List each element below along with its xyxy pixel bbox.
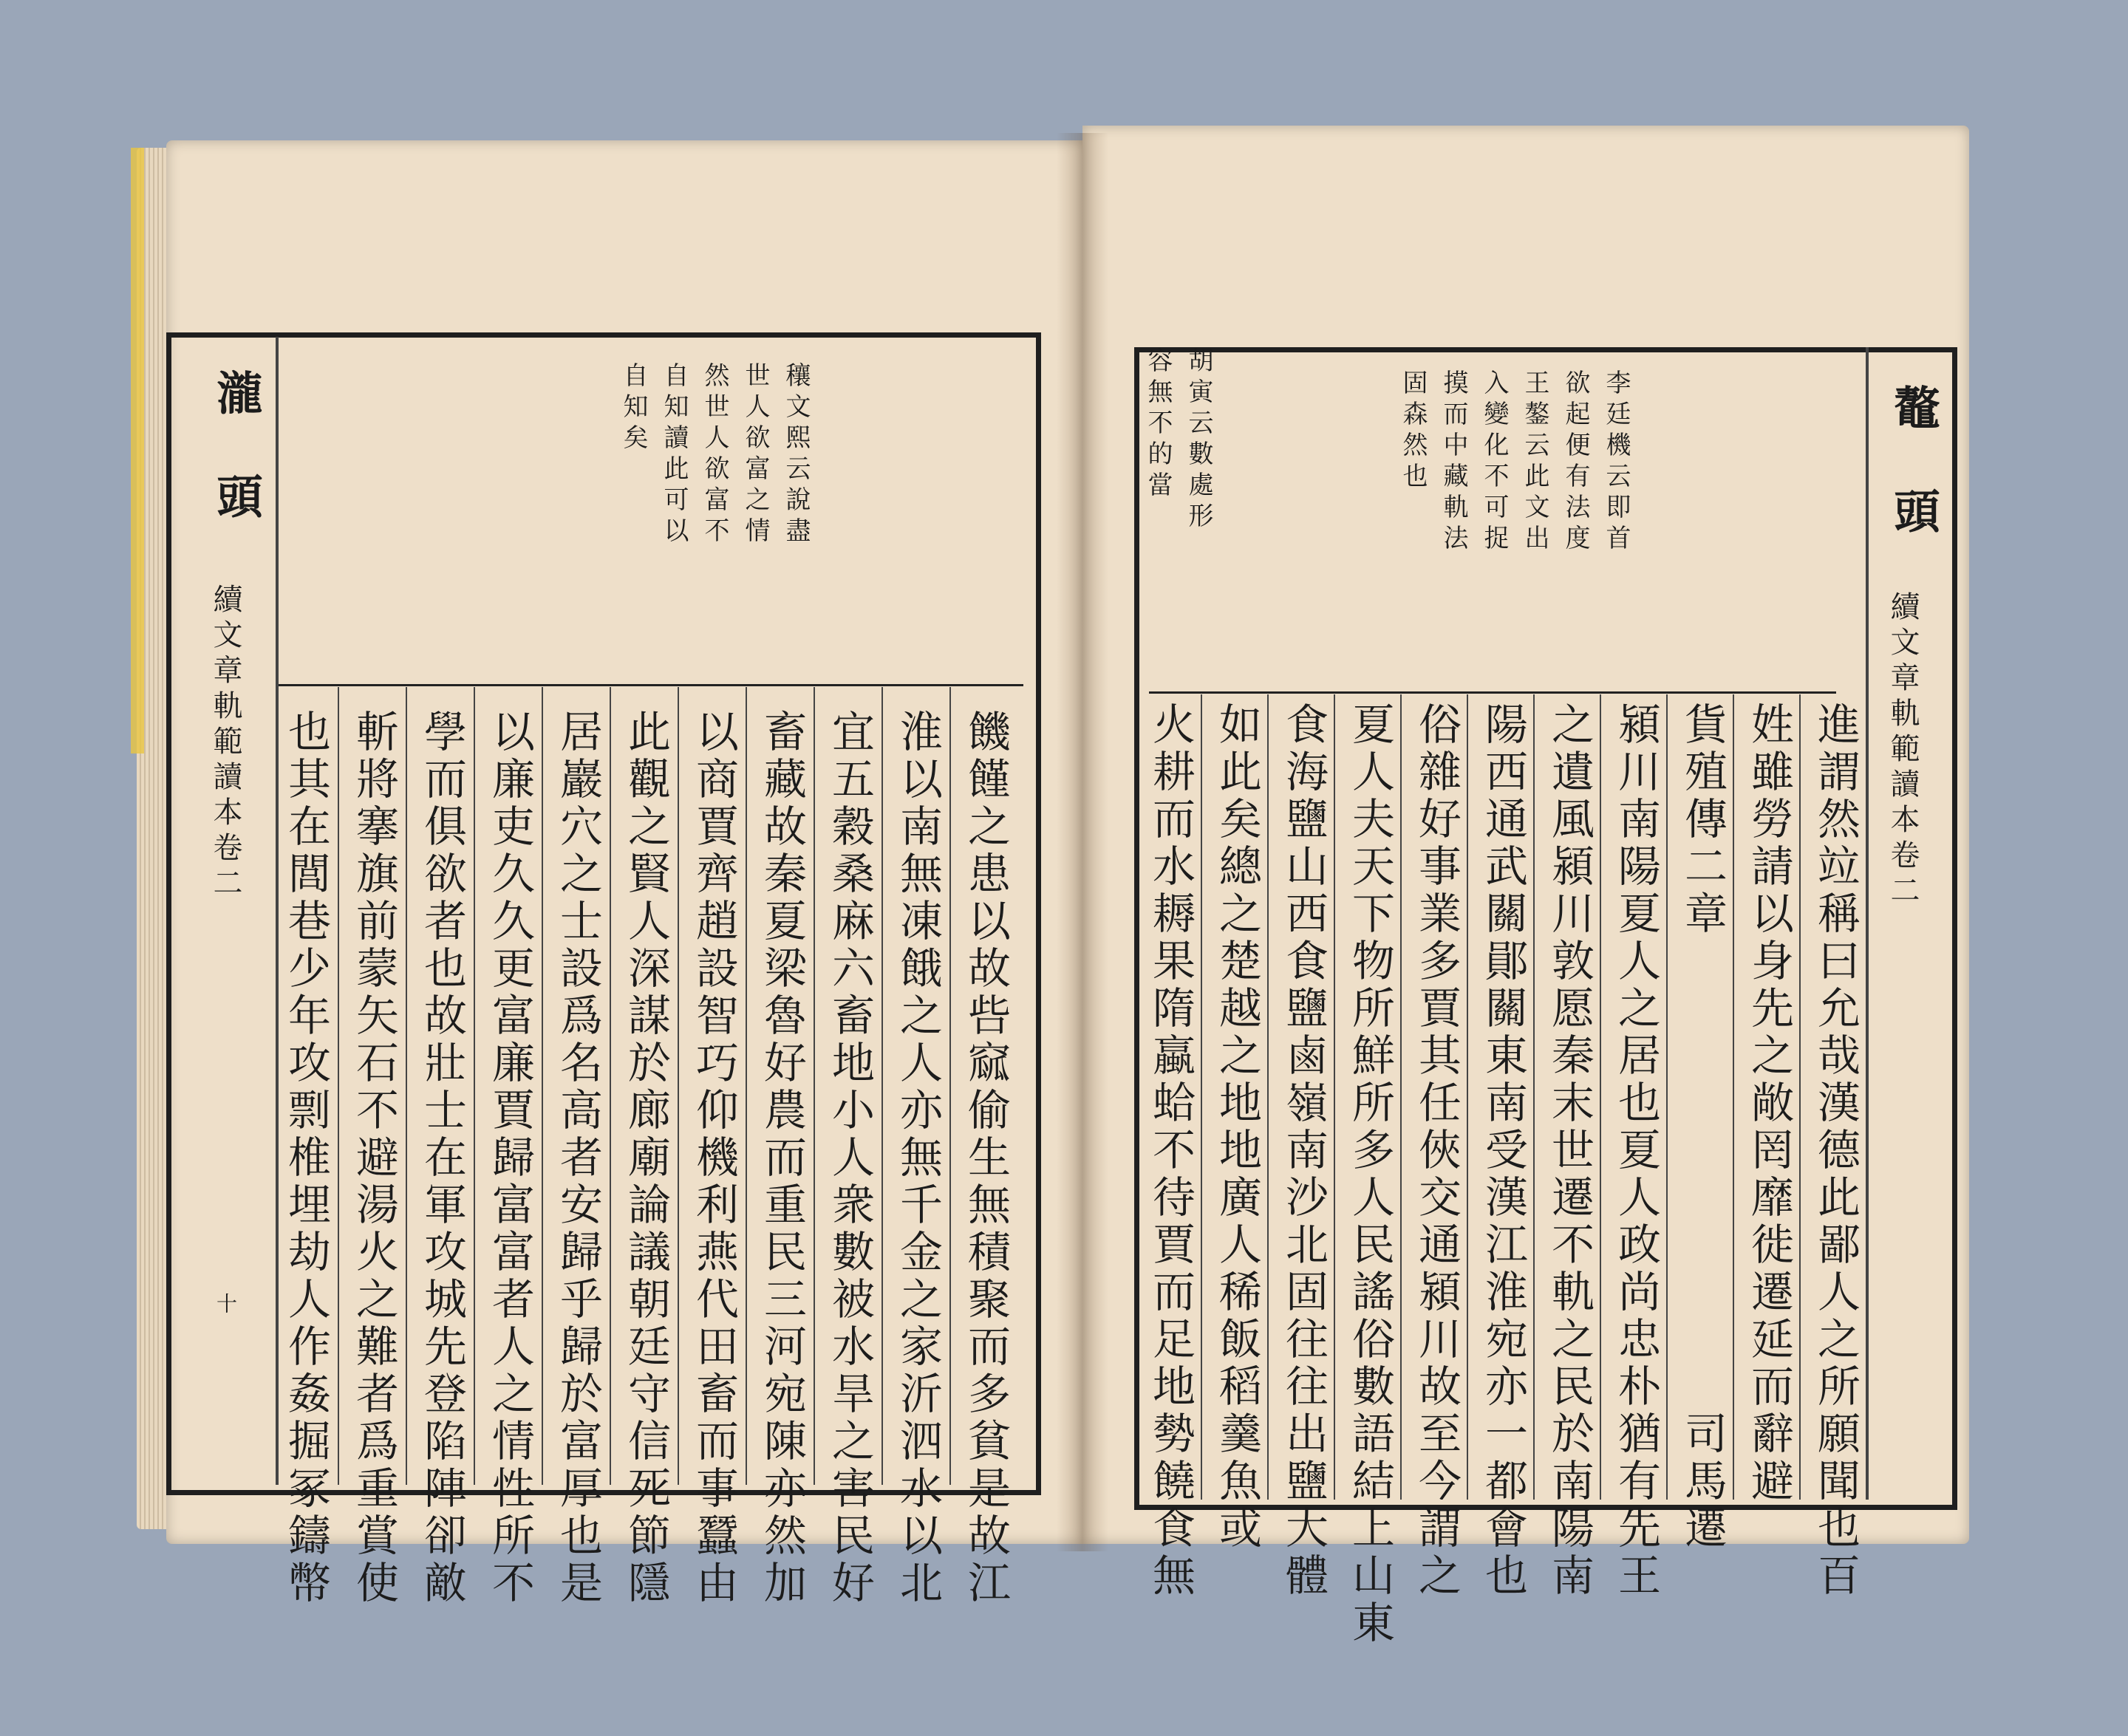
left-rule — [746, 687, 747, 1485]
right-margin-label: 頭 — [1886, 488, 1940, 533]
right-column-4: 潁川南陽夏人之居也夏人政尚忠朴猶有先王 — [1611, 702, 1661, 1600]
right-column-11: 火耕而水耨果隋蠃蛤不待賈而足地勢饒食無 — [1145, 702, 1196, 1600]
left-page-number: 十 — [214, 1293, 238, 1313]
cover-edge — [131, 148, 144, 753]
left-rule — [338, 687, 339, 1485]
right-rule — [1799, 694, 1801, 1500]
left-column-11: 也其在閭巷少年攻剽椎埋劫人作姦掘冢鑄幣 — [281, 709, 331, 1607]
right-rule — [1400, 694, 1402, 1500]
right-rule — [1334, 694, 1335, 1500]
left-margin-rule — [276, 337, 279, 1485]
right-headnote-7: 胡寅云數處形 — [1184, 347, 1213, 533]
left-rule — [610, 687, 611, 1485]
right-column-5: 之遺風潁川敦愿秦末世遷不軌之民於南陽南 — [1544, 702, 1595, 1600]
left-column-2: 淮以南無凍餓之人亦無千金之家沂泗水以北 — [893, 709, 943, 1607]
left-column-6: 此觀之賢人深謀於廊廟論議朝廷守信死節隱 — [621, 709, 671, 1607]
right-rule — [1733, 694, 1734, 1500]
left-headnote-area — [277, 337, 1023, 686]
right-headnote-2: 欲起便有法度 — [1561, 369, 1590, 556]
right-rule — [1600, 694, 1601, 1500]
right-headnote-8: 容無不的當 — [1143, 347, 1173, 502]
right-rule — [1267, 694, 1269, 1500]
left-column-10: 斬將搴旗前蒙矢石不避湯火之難者爲重賞使 — [349, 709, 399, 1607]
book-spread — [166, 126, 1969, 1647]
right-column-9: 食海鹽山西食鹽鹵嶺南沙北固往往出鹽大體 — [1278, 702, 1329, 1600]
right-headnote-5: 摸而中藏軌法 — [1439, 369, 1468, 556]
right-column-3: 貨殖傳二章 司馬遷 — [1677, 702, 1728, 1553]
left-headnote-5: 自知矣 — [618, 362, 648, 455]
left-margin-subtitle: 續文章軌範讀本卷二 — [208, 584, 242, 903]
right-column-2: 姓雖勞請以身先之敞罔靡徙遷延而辭避 — [1744, 702, 1794, 1506]
left-column-3: 宜五穀桑麻六畜地小人衆數被水旱之害民好 — [825, 709, 875, 1607]
right-column-7: 俗雜好事業多賈其任俠交通潁川故至今謂之 — [1411, 702, 1462, 1600]
left-margin-title: 瀧 — [209, 369, 263, 415]
right-margin-title: 鼇 — [1886, 384, 1940, 430]
right-rule — [1533, 694, 1535, 1500]
right-margin-subtitle: 續文章軌範讀本卷二 — [1886, 591, 1920, 910]
left-rule — [881, 687, 883, 1485]
right-column-1: 進謂然竝稱曰允哉漢德此鄙人之所願聞也百 — [1810, 702, 1861, 1600]
left-headnote-2: 世人欲富之情 — [740, 362, 770, 548]
right-column-10: 如此矣總之楚越之地地廣人稀飯稻羹魚或 — [1212, 702, 1262, 1553]
left-rule — [814, 687, 815, 1485]
left-rule — [406, 687, 407, 1485]
left-headnote-1: 穰文熙云說盡 — [781, 362, 811, 548]
right-headnote-4: 入變化不可捉 — [1479, 369, 1509, 556]
right-rule — [1666, 694, 1668, 1500]
right-margin-rule — [1866, 347, 1869, 1500]
left-headnote-4: 自知讀此可以 — [659, 362, 689, 548]
left-margin-label: 頭 — [209, 473, 263, 519]
left-column-4: 畜藏故秦夏梁魯好農而重民三河宛陳亦然加 — [757, 709, 807, 1607]
left-rule — [474, 687, 475, 1485]
right-headnote-1: 李廷機云即首 — [1601, 369, 1631, 556]
left-rule — [949, 687, 951, 1485]
left-rule — [678, 687, 679, 1485]
right-rule — [1467, 694, 1468, 1500]
right-headnote-3: 王鏊云此文出 — [1520, 369, 1549, 556]
left-rule — [542, 687, 543, 1485]
right-column-8: 夏人夫天下物所鮮所多人民謠俗數語結上山東 — [1345, 702, 1395, 1647]
right-column-6: 陽西通武關鄖關東南受漢江淮宛亦一都會也 — [1478, 702, 1528, 1600]
right-headnote-6: 固森然也 — [1398, 369, 1428, 493]
left-column-9: 學而俱欲者也故壯士在軍攻城先登陷陣卻敵 — [417, 709, 467, 1607]
left-column-8: 以廉吏久久更富廉賈歸富富者人之情性所不 — [485, 709, 535, 1607]
gutter — [1057, 133, 1108, 1551]
right-rule — [1201, 694, 1202, 1500]
left-headnote-3: 然世人欲富不 — [700, 362, 729, 548]
left-column-1: 饑饉之患以故呰窳偷生無積聚而多貧是故江 — [961, 709, 1011, 1607]
left-column-5: 以商賈齊趙設智巧仰機利燕代田畜而事蠶由 — [689, 709, 739, 1607]
left-column-7: 居巖穴之士設爲名高者安歸乎歸於富厚也是 — [553, 709, 603, 1607]
